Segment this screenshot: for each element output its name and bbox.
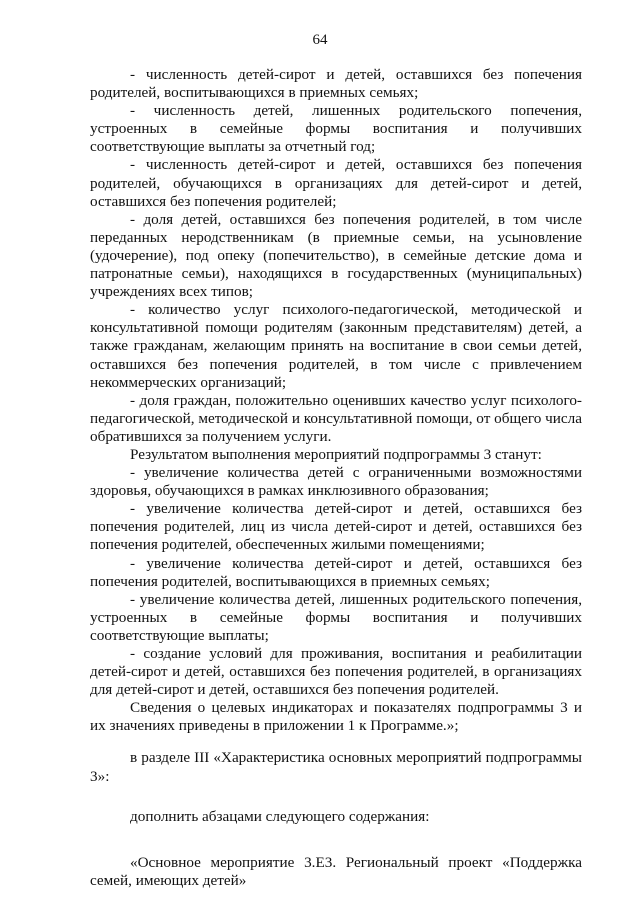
paragraph-2: - численность детей, лишенных родительского попечения, устроенных в семейные формы воспитания и получивших соответствующие выплаты за отчетный год; bbox=[90, 102, 582, 156]
paragraph-7: Результатом выполнения мероприятий подпрограммы 3 станут: bbox=[130, 445, 542, 463]
paragraph-9: - увеличение количества детей-сирот и детей, оставшихся без попечения родителей, лиц из числа детей-сирот и детей, оставшихся без попечения родителей, обеспеченных жилыми помещениями; bbox=[90, 500, 582, 554]
paragraph-13: Сведения о целевых индикаторах и показателях подпрограммы 3 и их значениях приведены в приложении 1 к Программе.»; bbox=[90, 699, 582, 735]
paragraph-16: «Основное мероприятие 3.Е3. Региональный проект «Поддержка семей, имеющих детей» bbox=[90, 853, 582, 889]
paragraph-15: дополнить абзацами следующего содержания: bbox=[130, 807, 430, 825]
paragraph-1: - численность детей-сирот и детей, оставшихся без попечения родителей, воспитывающихся в приемных семьях; bbox=[90, 66, 582, 102]
paragraph-5: - количество услуг психолого-педагогической, методической и консультативной помощи родителям (законным представителям) детей, а также гражданам, желающим принять на воспитание в свои семьи детей, оставшихся без попечения родителей, в том числе с привлечением некоммерческих организаций; bbox=[90, 301, 582, 391]
paragraph-6: - доля граждан, положительно оценивших качество услуг психолого-педагогической, методической и консультативной помощи, от общего числа обратившихся за получением услуги. bbox=[90, 391, 582, 445]
paragraph-8: - увеличение количества детей с ограниченными возможностями здоровья, обучающихся в рамках инклюзивного образования; bbox=[90, 464, 582, 500]
paragraph-11: - увеличение количества детей, лишенных родительского попечения, устроенных в семейные формы воспитания и получивших соответствующие выплаты; bbox=[90, 590, 582, 644]
paragraph-12: - создание условий для проживания, воспитания и реабилитации детей-сирот и детей, оставшихся без попечения родителей, в организациях для детей-сирот и детей, оставшихся без попечения родителей. bbox=[90, 645, 582, 699]
document-body bbox=[90, 66, 582, 890]
paragraph-4: - доля детей, оставшихся без попечения родителей, в том числе переданных неродственникам (в приемные семьи, на усыновление (удочерение), под опеку (попечительство), в семейные детские дома и патронатные семьи), находящихся в государственных (муниципальных) учреждениях всех типов; bbox=[90, 210, 582, 301]
paragraph-14: в разделе III «Характеристика основных мероприятий подпрограммы 3»: bbox=[90, 749, 582, 785]
paragraph-3: - численность детей-сирот и детей, оставшихся без попечения родителей, обучающихся в организациях для детей-сирот и детей, оставшихся без попечения родителей; bbox=[90, 156, 582, 210]
page-number: 64 bbox=[312, 32, 328, 48]
paragraph-10: - увеличение количества детей-сирот и детей, оставшихся без попечения родителей, воспитывающихся в приемных семьях; bbox=[90, 554, 582, 590]
